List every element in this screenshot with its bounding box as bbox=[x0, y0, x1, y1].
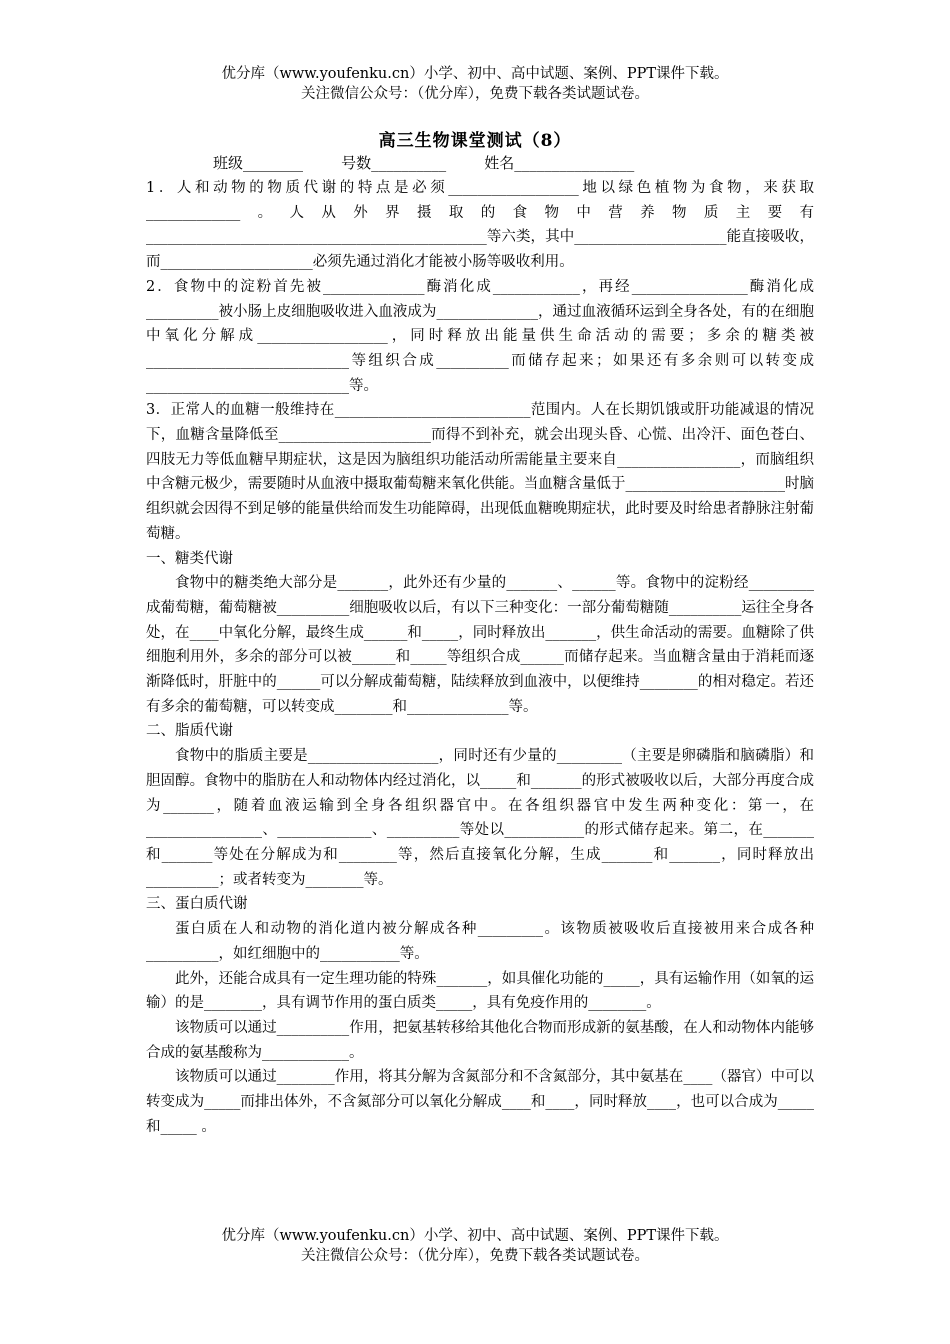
section-title-carbohydrate: 一、糖类代谢 bbox=[146, 550, 233, 567]
question-3: 3．正常人的血糖一般维持在___________________________范围内。人在长期饥饿或肝功能减退的情况下，血糖含量降低至_____________________而得不到补充，就会出现头昏、心慌、出冷汗、面色苍白、四肢无力等低血糖早期症状，这是因为脑组织功能活动所需能量主要来自_________________，而脑组织中含糖元极少，需要随时从血液中摄取葡萄糖来氧化供能。当血糖含量低于______________________时脑组织就会因得不到足够的能量供给而发生功能障碍，出现低血糖晚期症状，此时要及时给患者静脉注射葡萄糖。 bbox=[146, 402, 814, 542]
page-footer bbox=[0, 1226, 950, 1266]
protein-paragraph-3: 该物质可以通过__________作用，把氨基转移给其他化合物而形成新的氨基酸，在人和动物体内能够合成的氨基酸称为____________。 bbox=[146, 1019, 814, 1061]
quiz-body bbox=[146, 176, 814, 1139]
student-info-line: 班级________ 号数__________ 姓名________________ bbox=[213, 154, 635, 172]
page-header bbox=[0, 64, 950, 104]
protein-paragraph-2: 此外，还能合成具有一定生理功能的特殊_______，如具催化功能的_____，具有运输作用（如氧的运输）的是________，具有调节作用的蛋白质类_____，具有免疫作用的________。 bbox=[146, 970, 814, 1012]
lipid-paragraph: 食物中的脂质主要是__________________，同时还有少量的_________（主要是卵磷脂和脑磷脂）和胆固醇。食物中的脂肪在人和动物体内经过消化，以_____和_______的形式被吸收以后，大部分再度合成为_______，随着血液运输到全身各组织器官中。在各组织器官中发生两种变化：第一，在________________、_____________、__________等处以___________的形式储存起来。第二，在_______和_______等处在分解成为和________等，然后直接氧化分解，生成_______和_______，同时释放出__________；或者转变为________等。 bbox=[146, 748, 814, 888]
section-title-protein: 三、蛋白质代谢 bbox=[146, 896, 248, 913]
header-line-1: 优分库（www.youfenku.cn）小学、初中、高中试题、案例、PPT课件下载。 bbox=[221, 66, 729, 82]
protein-paragraph-1: 蛋白质在人和动物的消化道内被分解成各种_________。该物质被吸收后直接被用来合成各种__________，如红细胞中的___________等。 bbox=[146, 921, 814, 962]
footer-line-1: 优分库（www.youfenku.cn）小学、初中、高中试题、案例、PPT课件下载。 bbox=[221, 1228, 729, 1244]
page-title: 高三生物课堂测试（8） bbox=[378, 131, 572, 151]
header-line-2: 关注微信公众号：（优分库），免费下载各类试题试卷。 bbox=[301, 86, 649, 102]
question-2: 2．食物中的淀粉首先被______________酶消化成____________，再经________________酶消化成__________被小肠上皮细胞吸收进入血液成为______________，通过血液循环运到全身各处，有的在细胞中氧化分解成__________________，同时释放出能量供生命活动的需要；多余的糖类被____________________________等组织合成__________而储存起来；如果还有多余则可以转变成____________________________等。 bbox=[146, 278, 814, 394]
protein-paragraph-4: 该物质可以通过________作用，将其分解为含氮部分和不含氮部分，其中氨基在____（器官）中可以转变成为_____而排出体外，不含氮部分可以氧化分解成____和____，同时释放____，也可以合成为_____和_____ 。 bbox=[146, 1069, 814, 1135]
section-title-lipid: 二、脂质代谢 bbox=[146, 723, 233, 740]
question-1: 1．人和动物的物质代谢的特点是必须__________________地以绿色植物为食物，来获取_____________。人从外界摄取的食物中营养物质主要有_______________________________________________等六类，其中_____________________能直接吸收，而_____________________必须先通过消化才能被小肠等吸收利用。 bbox=[146, 180, 814, 271]
carbohydrate-paragraph: 食物中的糖类绝大部分是_______，此外还有少量的_______、______等。食物中的淀粉经_________成葡萄糖，葡萄糖被__________细胞吸收以后，有以下三种变化：一部分葡萄糖随__________运往全身各处，在____中氧化分解，最终生成______和_____，同时释放出_______，供生命活动的需要。血糖除了供细胞利用外，多余的部分可以被______和_____等组织合成______而储存起来。当血糖含量由于消耗而逐渐降低时，肝脏中的______可以分解成葡萄糖，陆续释放到血液中，以便维持________的相对稳定。若还有多余的葡萄糖，可以转变成________和______________等。 bbox=[146, 575, 814, 715]
footer-line-2: 关注微信公众号：（优分库），免费下载各类试题试卷。 bbox=[301, 1248, 649, 1264]
